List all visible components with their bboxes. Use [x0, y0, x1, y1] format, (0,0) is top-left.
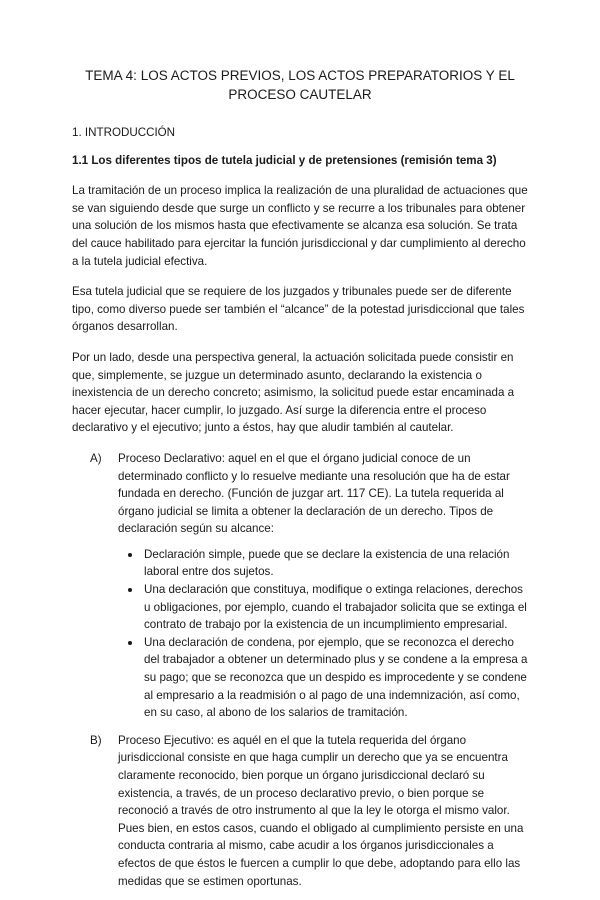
list-marker: A)	[90, 451, 102, 465]
subsection-heading: 1.1 Los diferentes tipos de tutela judicial y de pretensiones (remisión tema 3)	[72, 153, 497, 167]
list-marker: B)	[90, 733, 102, 747]
bullet-item	[118, 546, 528, 581]
process-types-list	[72, 450, 528, 890]
bullet-text: Una declaración de condena, por ejemplo, que se reconozca el derecho del trabajador a obtener un determinado plus y se condene a la empresa a su pago; que se reconozca que un despido es improcedente y se condene al empresario a la readmisión o al pago de una indemnización, así como, en su caso, al abono de los salarios de tramitación.	[144, 635, 528, 720]
document-page	[72, 66, 528, 900]
paragraph: Por un lado, desde una perspectiva general, la actuación solicitada puede consistir en que, simplemente, se juzgue un determinado asunto, declarando la existencia o inexistencia de un derecho concreto; asimismo, la solicitud puede estar encaminada a hacer ejecutar, hacer cumplir, lo juzgado. Así surge la diferencia entre el proceso declarativo y el ejecutivo; junto a éstos, hay que aludir también al cautelar.	[72, 350, 515, 435]
list-item	[72, 450, 528, 722]
list-item-text: Proceso Declarativo: aquel en el que el órgano judicial conoce de un determinado conflicto y lo resuelve mediante una resolución que ha de estar fundada en derecho. (Función de juzgar art. 117 CE). La tutela requerida al órgano judicial se limita a obtener la declaración de un derecho. Tipos de declaración según su alcance:	[118, 451, 510, 536]
list-item-text: Proceso Ejecutivo: es aquél en el que la tutela requerida del órgano jurisdiccional consiste en que haga cumplir un derecho que ya se encuentra claramente reconocido, bien porque un órgano jurisdiccional declaró su existencia, a través, de un proceso declarativo previo, o bien porque se reconoció a través de otro instrumento al que la ley le otorga el mismo valor. Pues bien, en estos casos, cuando el obligado al cumplimiento persiste en una conducta contraria al mismo, cabe acudir a los órganos jurisdiccionales a efectos de que éstos le fuercen a cumplir lo que debe, adoptando para ello las medidas que se estimen oportunas.	[118, 733, 524, 888]
list-item	[72, 732, 528, 890]
declaration-types-list	[118, 546, 528, 722]
paragraph: La tramitación de un proceso implica la realización de una pluralidad de actuaciones que se van siguiendo desde que surge un conflicto y se recurre a los tribunales para obtener una solución de los mismos hasta que efectivamente se alcanza esa solución. Se trata del cauce habilitado para ejercitar la función jurisdiccional y dar cumplimiento al derecho a la tutela judicial efectiva.	[72, 184, 528, 268]
bullet-item	[118, 634, 528, 722]
bullet-icon	[128, 553, 132, 557]
bullet-item	[118, 581, 528, 634]
document-title: TEMA 4: LOS ACTOS PREVIOS, LOS ACTOS PREPARATORIOS Y EL PROCESO CAUTELAR	[85, 68, 515, 102]
bullet-icon	[128, 641, 132, 645]
bullet-text: Declaración simple, puede que se declare la existencia de una relación laboral entre dos sujetos.	[144, 547, 510, 579]
paragraph: Esa tutela judicial que se requiere de los juzgados y tribunales puede ser de diferente tipo, como diverso puede ser también el “alcance” de la potestad jurisdiccional que tales órganos desarrollan.	[72, 285, 525, 334]
bullet-text: Una declaración que constituya, modifique o extinga relaciones, derechos u obligaciones, por ejemplo, cuando el trabajador solicita que se extinga el contrato de trabajo por la existencia de un incumplimiento empresarial.	[144, 583, 527, 632]
bullet-icon	[128, 588, 132, 592]
section-heading: 1. INTRODUCCIÓN	[72, 126, 176, 139]
